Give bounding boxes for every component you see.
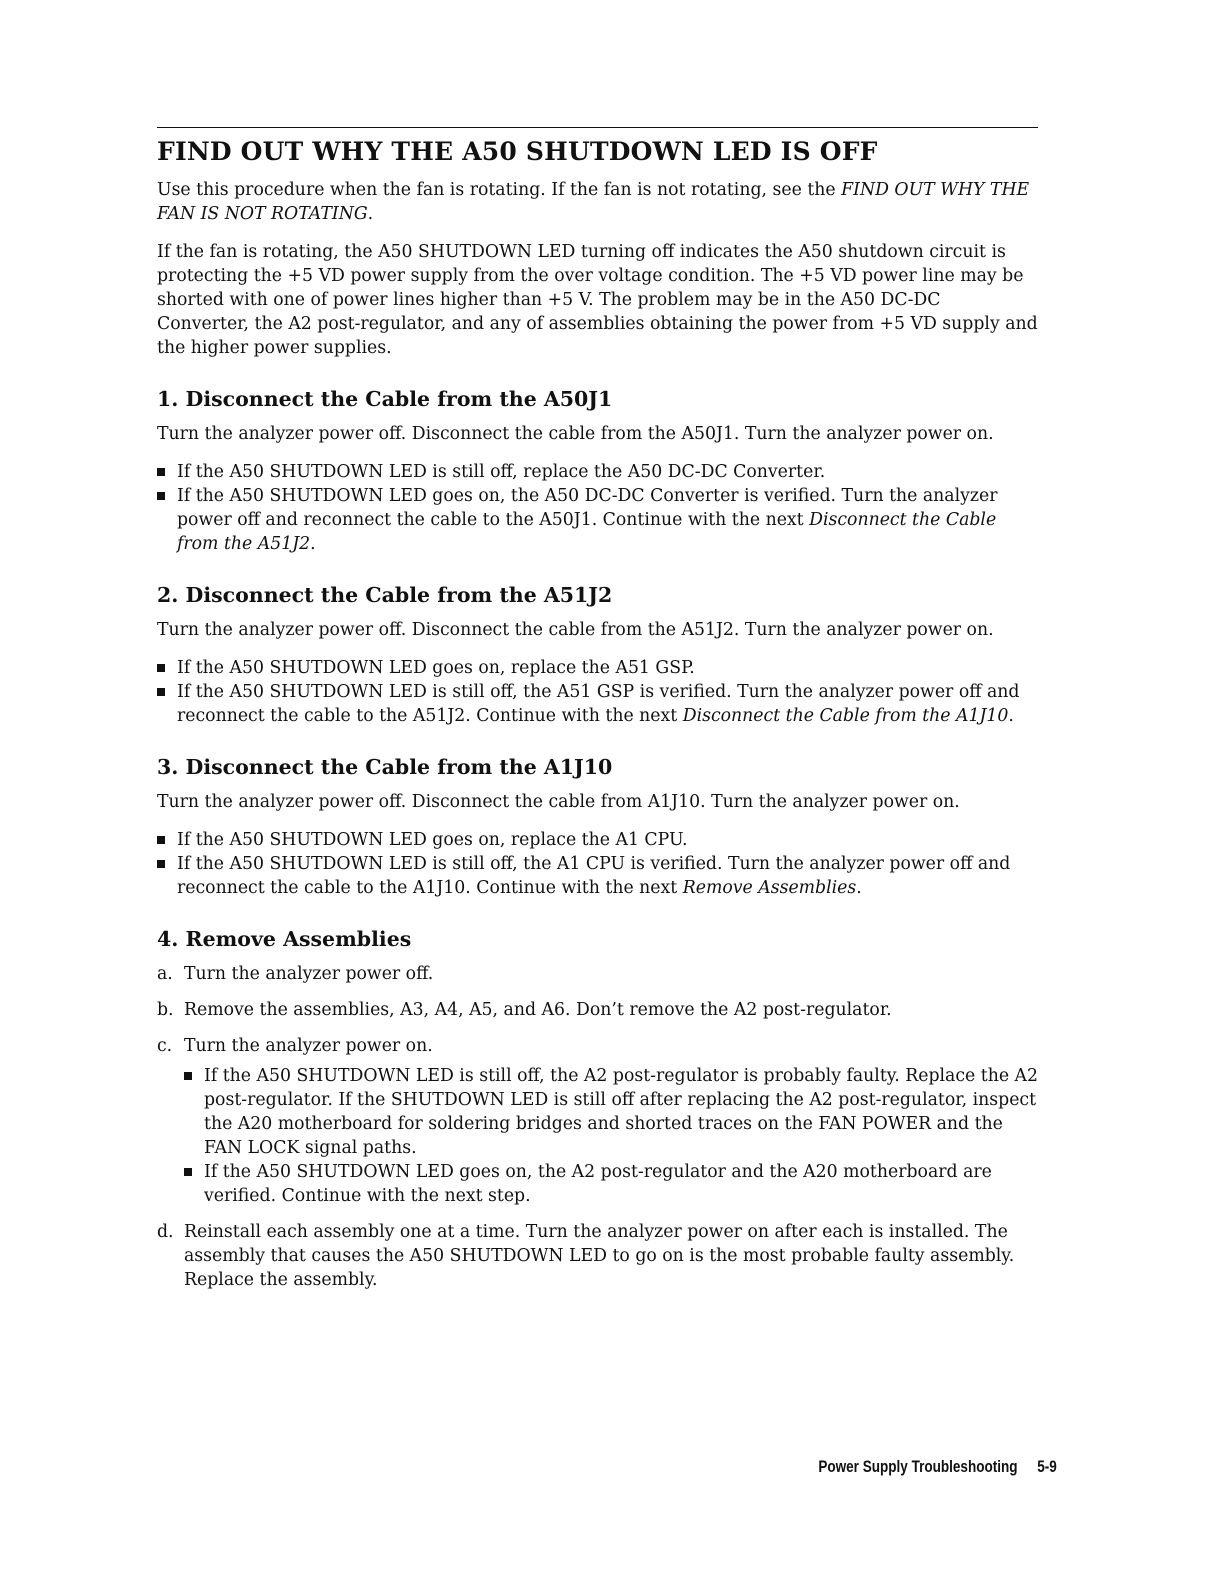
intro-paragraph-1	[157, 178, 1038, 226]
cross-reference: Disconnect the Cable from the A1J10	[682, 706, 1009, 726]
section-paragraph-2: Turn the analyzer power off. Disconnect the cable from the A51J2. Turn the analyzer power on.	[157, 620, 994, 640]
step-marker: c.	[157, 1036, 173, 1056]
page-number: 5-9	[1037, 1458, 1057, 1476]
list-item: If the A50 SHUTDOWN LED goes on, replace the A51 GSP.	[157, 656, 1038, 680]
page-footer	[819, 1458, 1057, 1477]
bullet-square-icon	[157, 688, 165, 696]
intro-text: Use this procedure when the fan is rotating. If the fan is not rotating, see the	[157, 180, 842, 200]
intro-end: .	[367, 204, 374, 224]
bullet-square-icon	[184, 1072, 192, 1080]
list-item: If the A50 SHUTDOWN LED goes on, the A2 post-regulator and the A20 motherboard are verified. Continue with the next step.	[184, 1160, 1038, 1208]
step-c-bullets	[184, 1064, 1038, 1208]
list-item: If the A50 SHUTDOWN LED goes on, replace the A1 CPU.	[157, 828, 1038, 852]
step-marker: b.	[157, 1000, 174, 1020]
step-item: b. Remove the assemblies, A3, A4, A5, and A6. Don’t remove the A2 post-regulator.	[157, 1000, 892, 1020]
bullet-square-icon	[157, 860, 165, 868]
section-heading-2: 2. Disconnect the Cable from the A51J2	[157, 583, 613, 607]
section-heading-4: 4. Remove Assemblies	[157, 927, 412, 951]
list-item: If the A50 SHUTDOWN LED is still off, the A2 post-regulator is probably faulty. Replace the A2 post-regulator. If the SHUTDOWN LED is still off after replacing the A2 post-regulator, inspect the A20 motherboard for soldering bridges and shorted traces on the FAN POWER and the FAN LOCK signal paths.	[184, 1064, 1038, 1160]
intro-paragraph-2: If the fan is rotating, the A50 SHUTDOWN LED turning off indicates the A50 shutdown circuit is protecting the +5 VD power supply from the over voltage condition. The +5 VD power line may be shorted with one of power lines higher than +5 V. The problem may be in the A50 DC-DC Converter, the A2 post-regulator, and any of assemblies obtaining the power from +5 VD supply and the higher power supplies.	[157, 242, 1038, 358]
list-item: If the A50 SHUTDOWN LED is still off, replace the A50 DC-DC Converter.	[157, 460, 1038, 484]
section-bullets-3	[157, 828, 1038, 900]
section-bullets-1	[157, 460, 1038, 556]
step-marker: a.	[157, 964, 173, 984]
remove-assemblies-steps	[157, 962, 1038, 1292]
list-item: If the A50 SHUTDOWN LED is still off, the A1 CPU is verified. Turn the analyzer power off and reconnect the cable to the A1J10. Continue with the next Remove Assemblies.	[157, 852, 1038, 900]
bullet-square-icon	[157, 664, 165, 672]
bullet-square-icon	[157, 492, 165, 500]
step-item: d. Reinstall each assembly one at a time. Turn the analyzer power on after each is installed. The assembly that causes the A50 SHUTDOWN LED to go on is the most probable faulty assembly. Replace the assembly.	[157, 1222, 1015, 1290]
section-paragraph-3: Turn the analyzer power off. Disconnect the cable from A1J10. Turn the analyzer power on.	[157, 792, 960, 812]
section-paragraph-1: Turn the analyzer power off. Disconnect the cable from the A50J1. Turn the analyzer power on.	[157, 424, 994, 444]
footer-chapter: Power Supply Troubleshooting	[818, 1458, 1018, 1476]
step-item: c. Turn the analyzer power on. If the A50 SHUTDOWN LED is still off, the A2 post-regulator is probably faulty. Replace the A2 post-regulator. If the SHUTDOWN LED is still off after replacing the A2 post-regulator, inspect the A20 motherboard for soldering bridges and shorted traces on the FAN POWER and the FAN LOCK signal paths. If the A50 SHUTDOWN LED goes on, the A2 post-regulator and the A20 motherboard are verified. Continue with the next step.	[157, 1036, 1039, 1206]
bullet-square-icon	[184, 1168, 192, 1176]
section-heading-1: 1. Disconnect the Cable from the A50J1	[157, 387, 613, 411]
cross-reference: Remove Assemblies	[682, 878, 857, 898]
list-item: If the A50 SHUTDOWN LED is still off, the A51 GSP is verified. Turn the analyzer power off and reconnect the cable to the A51J2. Continue with the next Disconnect the Cable from the A1J10.	[157, 680, 1038, 728]
document-page	[157, 127, 1038, 1304]
section-bullets-2	[157, 656, 1038, 728]
bullet-square-icon	[157, 836, 165, 844]
page-title: FIND OUT WHY THE A50 SHUTDOWN LED IS OFF	[157, 137, 878, 166]
list-item: If the A50 SHUTDOWN LED goes on, the A50 DC-DC Converter is verified. Turn the analyzer power off and reconnect the cable to the A50J1. Continue with the next Disconnect the Cable from the A51J2.	[157, 484, 1038, 556]
step-item: a. Turn the analyzer power off.	[157, 964, 434, 984]
title-rule	[157, 127, 1038, 128]
cross-reference: Disconnect the Cable from the A51J2	[177, 510, 997, 554]
step-marker: d.	[157, 1222, 174, 1242]
intro-reference: FIND OUT WHY THE FAN IS NOT ROTATING	[157, 180, 1030, 224]
bullet-square-icon	[157, 468, 165, 476]
section-heading-3: 3. Disconnect the Cable from the A1J10	[157, 755, 613, 779]
